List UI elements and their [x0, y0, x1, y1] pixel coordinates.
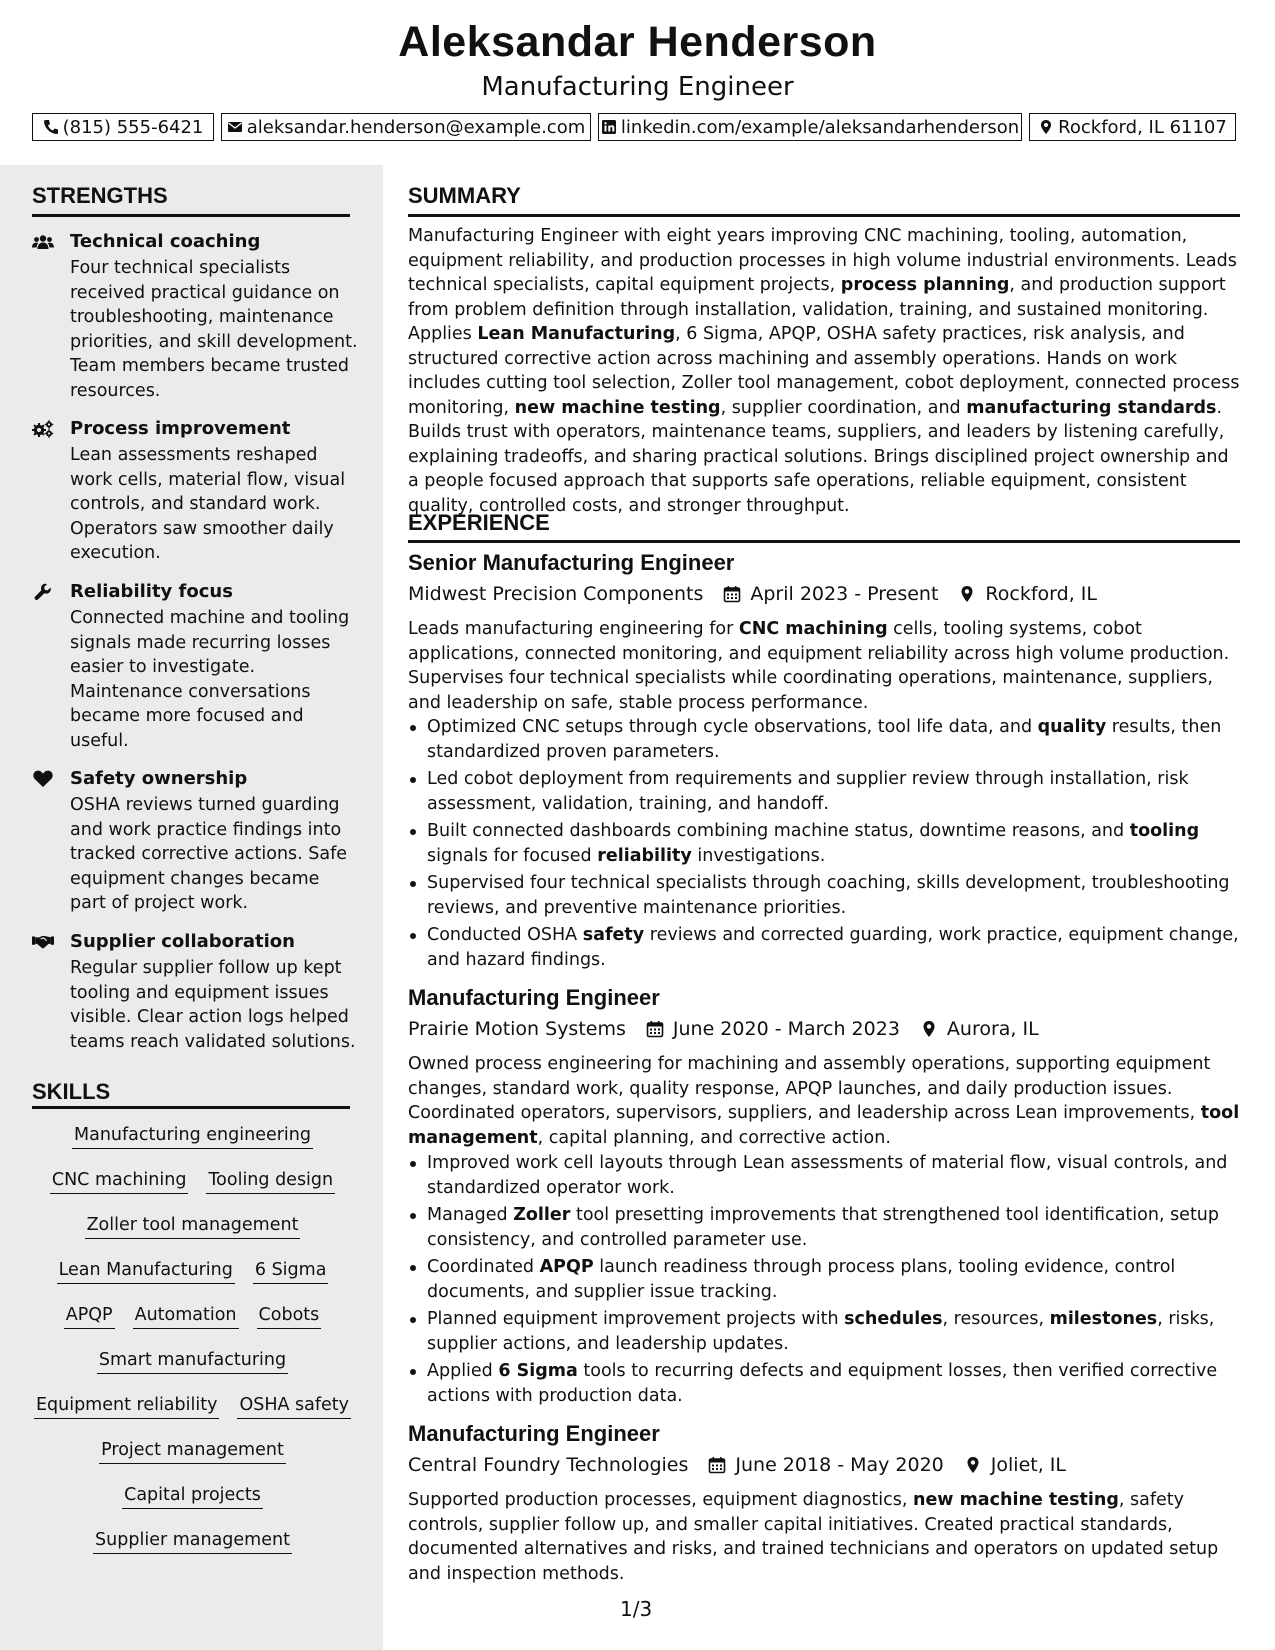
skill-tag: Zoller tool management — [85, 1215, 301, 1239]
skill-tag: Automation — [133, 1305, 239, 1329]
job-company: Central Foundry Technologies — [408, 1454, 689, 1476]
job-location: Aurora, IL — [946, 1018, 1039, 1040]
contact-email-text: aleksandar.henderson@example.com — [246, 116, 586, 138]
calendar-icon — [723, 585, 741, 603]
job-bullets — [408, 715, 1240, 975]
linkedin-icon — [601, 119, 617, 135]
skill-row — [30, 1395, 355, 1440]
contact-email[interactable] — [221, 113, 591, 141]
users-icon — [32, 233, 54, 251]
skill-tag: 6 Sigma — [253, 1260, 329, 1284]
skill-row — [30, 1305, 355, 1350]
envelope-icon — [227, 119, 243, 135]
strength-title: Reliability focus — [70, 581, 233, 602]
strength-body: Four technical specialists received practical guidance on troubleshooting, maintenance priorities, and skill development. Team members became trusted resources. — [70, 258, 358, 401]
wrench-icon — [32, 583, 54, 601]
skill-row — [30, 1125, 355, 1170]
summary-heading: SUMMARY — [408, 183, 521, 208]
map-pin-icon — [920, 1020, 938, 1038]
job-description: Leads manufacturing engineering for CNC machining cells, tooling systems, cobot applications, connected monitoring, and equipment reliability across high volume production. Supervises four technical specialists while coordinating operations, maintenance, suppliers, and leadership on safe, stable process performance. — [408, 619, 1230, 713]
job-dates: June 2018 - May 2020 — [735, 1454, 944, 1476]
heart-icon — [32, 770, 54, 788]
contact-linkedin[interactable] — [598, 113, 1022, 141]
map-pin-icon — [964, 1456, 982, 1474]
handshake-icon — [32, 933, 54, 951]
strength-title: Supplier collaboration — [70, 931, 295, 952]
skill-tag: Manufacturing engineering — [72, 1125, 313, 1149]
job-company: Prairie Motion Systems — [408, 1018, 626, 1040]
job-bullets — [408, 1151, 1240, 1411]
bullet-item: Built connected dashboards combining machine status, downtime reasons, and tooling signals for focused reliability investigations. — [408, 819, 1240, 868]
page-number: 1/3 — [620, 1597, 653, 1621]
skill-tag: Capital projects — [122, 1485, 263, 1509]
skill-tag: Tooling design — [206, 1170, 335, 1194]
skill-row — [30, 1215, 355, 1260]
strength-title: Safety ownership — [70, 768, 248, 789]
candidate-name: Aleksandar Henderson — [398, 18, 877, 66]
map-pin-icon — [1038, 119, 1054, 135]
job-dates: June 2020 - March 2023 — [672, 1018, 900, 1040]
job-meta — [408, 583, 1097, 605]
skill-tag: Smart manufacturing — [97, 1350, 288, 1374]
bullet-item: Optimized CNC setups through cycle observations, tool life data, and quality results, then standardized proven parameters. — [408, 715, 1240, 764]
contact-linkedin-text: linkedin.com/example/aleksandarhenderson — [620, 116, 1020, 138]
strength-title: Technical coaching — [70, 231, 261, 252]
skill-tag: Project management — [99, 1440, 286, 1464]
bullet-item: Managed Zoller tool presetting improvements that strengthened tool identification, setup consistency, and controlled parameter use. — [408, 1203, 1240, 1252]
experience-heading: EXPERIENCE — [408, 510, 550, 535]
bullet-item: Coordinated APQP launch readiness through process plans, tooling evidence, control documents, and supplier issue tracking. — [408, 1255, 1240, 1304]
job-title: Manufacturing Engineer — [408, 1421, 660, 1446]
summary-rule — [408, 214, 1240, 217]
strength-title: Process improvement — [70, 418, 291, 439]
skill-tag: CNC machining — [50, 1170, 189, 1194]
job-title: Manufacturing Engineer — [408, 985, 660, 1010]
skill-row — [30, 1350, 355, 1395]
job-title: Senior Manufacturing Engineer — [408, 550, 735, 575]
bullet-item: Conducted OSHA safety reviews and corrected guarding, work practice, equipment change, and hazard findings. — [408, 923, 1240, 972]
skill-row — [30, 1260, 355, 1305]
candidate-title: Manufacturing Engineer — [481, 72, 794, 102]
contact-phone-text: (815) 555-6421 — [62, 116, 204, 138]
job-description: Supported production processes, equipment diagnostics, new machine testing, safety controls, supplier follow up, and smaller capital initiatives. Created practical standards, documented alternatives and risks, and trained technicians and operators on updated setup and inspection methods. — [408, 1490, 1219, 1584]
phone-icon — [43, 119, 59, 135]
bullet-item: Planned equipment improvement projects with schedules, resources, milestones, risks, supplier actions, and leadership updates. — [408, 1307, 1240, 1356]
skill-tag: Equipment reliability — [34, 1395, 220, 1419]
contact-location-text: Rockford, IL 61107 — [1058, 116, 1227, 138]
calendar-icon — [708, 1456, 726, 1474]
skill-tag: Lean Manufacturing — [57, 1260, 235, 1284]
contact-location — [1029, 113, 1236, 141]
strength-body: OSHA reviews turned guarding and work practice findings into tracked corrective actions. Safe equipment changes became part of project work. — [70, 795, 348, 913]
skills-rule — [32, 1106, 350, 1109]
skill-row — [30, 1530, 355, 1575]
strengths-heading: STRENGTHS — [32, 183, 168, 208]
skill-tag: APQP — [64, 1305, 115, 1329]
job-dates: April 2023 - Present — [750, 583, 939, 605]
bullet-item: Led cobot deployment from requirements and supplier review through installation, risk assessment, validation, training, and handoff. — [408, 767, 1240, 816]
job-company: Midwest Precision Components — [408, 583, 704, 605]
cogs-icon — [32, 420, 54, 438]
bullet-item: Applied 6 Sigma tools to recurring defects and equipment losses, then verified corrective actions with production data. — [408, 1359, 1240, 1408]
summary-text: Manufacturing Engineer with eight years improving CNC machining, tooling, automation, equipment reliability, and production processes in high volume industrial environments. Leads technical specialists, capital equipment projects, process planning, and production support from problem definition through installation, validation, training, and sustained monitoring. Applies Lean Manufacturing, 6 Sigma, APQP, OSHA safety practices, risk analysis, and structured corrective action across machining and assembly operations. Hands on work includes cutting tool selection, Zoller tool management, cobot deployment, connected process monitoring, new machine testing, supplier coordination, and manufacturing standards. Builds trust with operators, maintenance teams, suppliers, and leaders by listening carefully, explaining tradeoffs, and sharing practical solutions. Brings disciplined project ownership and a people focused approach that supports safe operations, reliable equipment, consistent quality, controlled costs, and stronger throughput. — [408, 226, 1240, 516]
experience-rule — [408, 540, 1240, 543]
bullet-item: Supervised four technical specialists through coaching, skills development, troubleshooting reviews, and preventive maintenance priorities. — [408, 871, 1240, 920]
skills-list — [30, 1125, 355, 1575]
skill-tag: OSHA safety — [237, 1395, 351, 1419]
skill-row — [30, 1440, 355, 1485]
job-description: Owned process engineering for machining and assembly operations, supporting equipment changes, standard work, quality response, APQP launches, and daily production issues. Coordinated operators, supervisors, suppliers, and leadership across Lean improvements, tool management, capital planning, and corrective action. — [408, 1054, 1240, 1148]
skill-tag: Cobots — [257, 1305, 322, 1329]
skill-row — [30, 1485, 355, 1530]
job-location: Rockford, IL — [985, 583, 1097, 605]
job-meta — [408, 1018, 1039, 1040]
strength-body: Connected machine and tooling signals made recurring losses easier to investigate. Maintenance conversations became more focused and useful. — [70, 608, 350, 751]
skill-tag: Supplier management — [93, 1530, 292, 1554]
bullet-item: Improved work cell layouts through Lean assessments of material flow, visual controls, and standardized operator work. — [408, 1151, 1240, 1200]
skills-heading: SKILLS — [32, 1079, 111, 1104]
job-meta — [408, 1454, 1066, 1476]
contact-phone[interactable] — [32, 113, 214, 141]
map-pin-icon — [958, 585, 976, 603]
calendar-icon — [646, 1020, 664, 1038]
strength-body: Regular supplier follow up kept tooling and equipment issues visible. Clear action logs helped teams reach validated solutions. — [70, 958, 356, 1052]
strength-body: Lean assessments reshaped work cells, material flow, visual controls, and standard work. Operators saw smoother daily execution. — [70, 445, 346, 563]
job-location: Joliet, IL — [990, 1454, 1066, 1476]
skill-row — [30, 1170, 355, 1215]
strengths-rule — [32, 214, 350, 217]
